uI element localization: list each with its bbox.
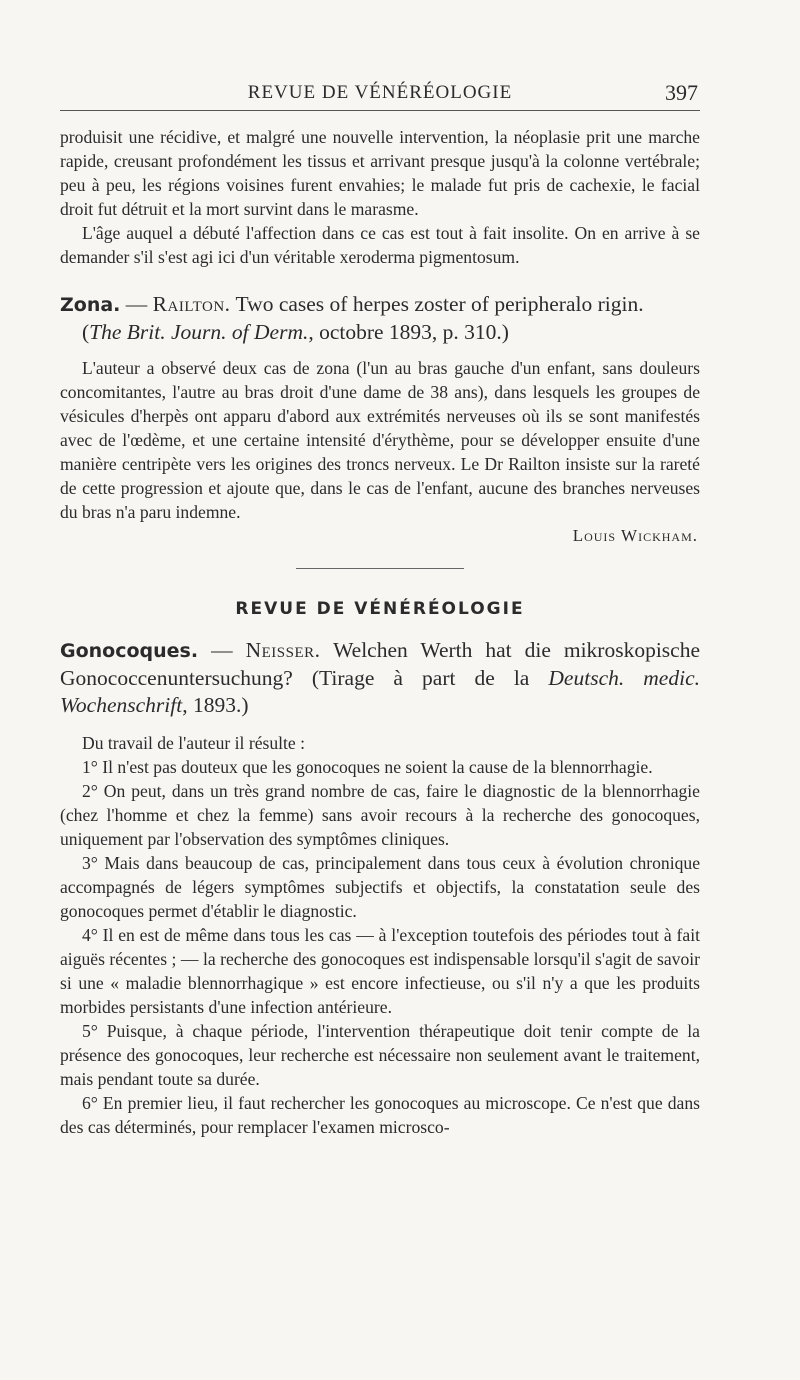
page-number: 397 <box>665 80 698 105</box>
entry-title-text: Two cases of herpes zoster of peripheralo rigin. <box>230 292 644 316</box>
running-header <box>60 78 700 111</box>
entry-heading: Gonocoques. <box>60 640 199 662</box>
entry-dash: — <box>198 638 246 662</box>
journal-page <box>60 78 700 1139</box>
author-signature: Louis Wickham. <box>572 526 698 545</box>
entry-author: Neisser. <box>245 638 321 662</box>
list-item: 4° Il en est de même dans tous les cas — à l'exception toutefois des périodes tout à fait aiguës récentes ; — la recherche des gonocoques est indispensable lorsqu'il s'agit de savoir si une « maladie blennorrhagique » est encore infectieuse, ou s'il n'y a que les produits morbides persistants d'une infection antérieure. <box>60 925 700 1017</box>
entry-heading: Zona. <box>60 294 121 316</box>
gonocoques-entry-title <box>60 637 700 719</box>
list-item: 1° Il n'est pas douteux que les gonocoques ne soient la cause de la blennorrhagie. <box>82 757 653 777</box>
zona-entry-title <box>60 291 700 346</box>
ref-details: , octobre 1893, p. 310.) <box>308 320 509 344</box>
entry-reference <box>60 319 700 346</box>
running-title: REVUE DE VÉNÉRÉOLOGIE <box>247 82 513 103</box>
journal-name: Deutsch. medic. Wochenschrift <box>60 666 700 717</box>
section-divider <box>296 568 464 569</box>
list-item: 5° Puisque, à chaque période, l'intervention thérapeutique doit tenir compte de la présence des gonocoques, leur recherche est nécessaire non seulement avant le traitement, mais pendant toute sa durée. <box>60 1021 700 1089</box>
list-item: 6° En premier lieu, il faut rechercher les gonocoques au microscope. Ce n'est que dans des cas déterminés, pour remplacer l'examen microsco- <box>60 1093 700 1137</box>
zona-body: L'auteur a observé deux cas de zona (l'un au bras gauche d'un enfant, sans douleurs concomitantes, l'autre au bras droit d'une dame de 38 ans), dans lesquels les groupes de vésicules d'herpès ont apparu d'abord aux extrémités nerveuses où ils se sont manifestés avec de l'œdème, et une certaine intensité d'érythème, pour se développer ensuite d'une manière centripète vers les origines des troncs nerveux. Le Dr Railton insiste sur la rareté de cette progression et ajoute que, dans le cas de l'enfant, aucune des branches nerveuses du bras n'a paru indemne. <box>60 358 700 522</box>
entry-title-text: Welchen Werth hat die mikroskopische Gonococcenuntersuchung? (Tirage à part de la <box>60 638 701 690</box>
entry-title-date: , 1893.) <box>182 693 249 717</box>
section-heading: REVUE DE VÉNÉRÉOLOGIE <box>235 599 525 619</box>
journal-name: The Brit. Journ. of Derm. <box>89 320 309 344</box>
continuation-paragraph: L'âge auquel a débuté l'affection dans ce cas est tout à fait insolite. On en arrive à se demander s'il s'est agi ici d'un véritable xeroderma pigmentosum. <box>60 223 700 267</box>
entry-author: Railton. <box>152 292 231 316</box>
ref-paren: ( <box>82 320 90 344</box>
intro-paragraph: Du travail de l'auteur il résulte : <box>82 733 306 753</box>
list-item: 3° Mais dans beaucoup de cas, principalement dans tous ceux à évolution chronique accompagnés de légers symptômes subjectifs et objectifs, la constatation seule des gonocoques permet d'établir le diagnostic. <box>60 853 700 921</box>
entry-dash: — <box>120 292 153 316</box>
continuation-paragraph: produisit une récidive, et malgré une nouvelle intervention, la néoplasie prit une marche rapide, creusant profondément les tissus et arrivant presque jusqu'à la colonne vertébrale; peu à peu, les régions voisines furent envahies; le malade fut pris de cachexie, le facial droit fut détruit et la mort survint dans le marasme. <box>60 127 700 219</box>
list-item: 2° On peut, dans un très grand nombre de cas, faire le diagnostic de la blennorrhagie (chez l'homme et chez la femme) sans avoir recours à la recherche des gonocoques, uniquement par l'observation des symptômes cliniques. <box>60 781 700 849</box>
